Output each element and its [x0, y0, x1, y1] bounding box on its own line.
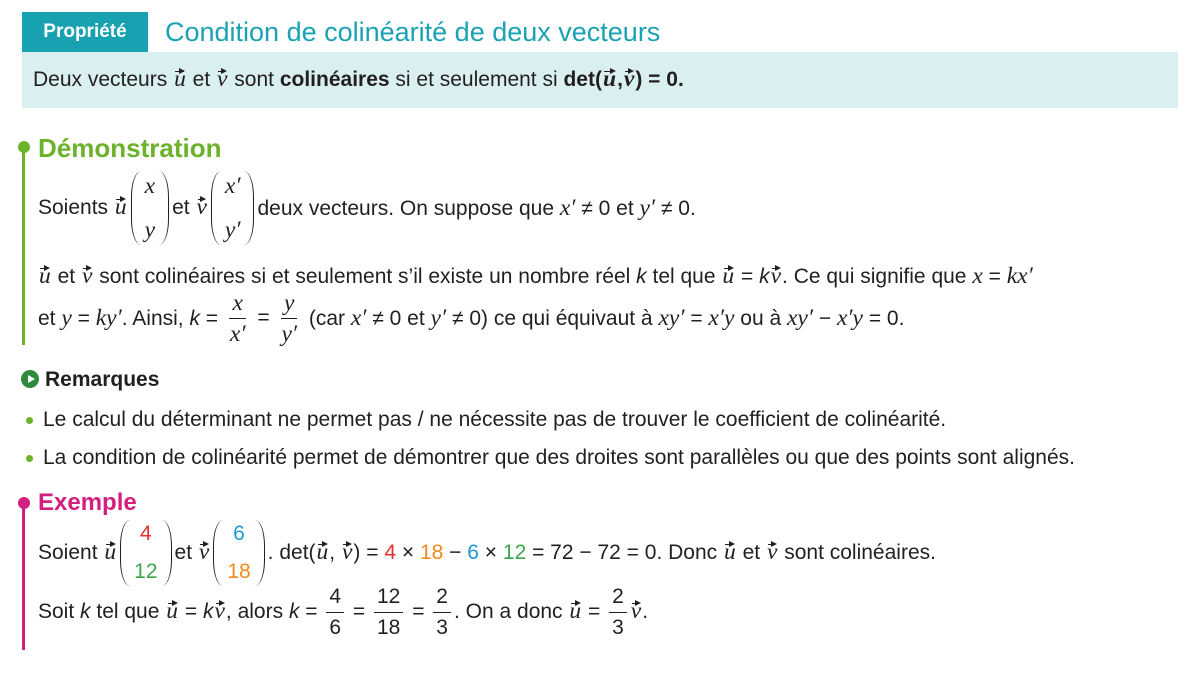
text-segment: = [199, 306, 224, 330]
demonstration-dot [18, 141, 30, 153]
number: 4 [384, 541, 397, 564]
vector-v: v [214, 598, 225, 624]
fraction-numerator: 4 [326, 584, 344, 613]
fraction [326, 584, 344, 641]
text-segment: , alors [225, 600, 289, 623]
remark-item [43, 418, 1075, 498]
coordinate-column [141, 173, 159, 243]
text-run [268, 538, 936, 568]
fraction [374, 584, 403, 641]
math-variable: x′y [708, 304, 735, 331]
text-run [303, 303, 904, 334]
text-segment: . [642, 600, 649, 623]
property-statement-box [22, 52, 1178, 108]
example-heading: Exemple [38, 489, 137, 516]
text-segment: . det( [267, 541, 316, 564]
property-statement [33, 65, 684, 95]
text-segment: Soient [38, 541, 104, 564]
play-icon [21, 370, 39, 388]
vector-u: u [104, 539, 117, 565]
text-segment: = 0. [863, 306, 905, 330]
vector-v: v [766, 539, 778, 565]
text-segment: sont [228, 68, 280, 91]
text-segment: et [51, 264, 81, 288]
text-segment: ≠ 0) ce qui équivaut à [446, 306, 659, 330]
fraction [609, 584, 627, 641]
math-variable: ky′ [95, 304, 122, 331]
vector-u: u [602, 66, 617, 92]
demonstration-line-3 [38, 278, 904, 358]
text-segment: = [684, 306, 709, 330]
scalar-k: k [759, 264, 770, 288]
coordinate-x: x [144, 173, 156, 199]
vector-u: u [166, 598, 179, 624]
scalar-k: k [636, 264, 647, 288]
text-segment: Soit [38, 600, 81, 623]
text-segment: deux vecteurs. On suppose que [257, 196, 560, 220]
determinant-label: det( [563, 68, 602, 91]
text-segment: et [174, 541, 198, 564]
text-segment: et [736, 541, 766, 564]
math-variable: y′ [639, 194, 656, 221]
right-parenthesis [244, 171, 254, 245]
remark-text: La condition de colinéarité permet de démontrer que des droites sont parallèles ou que des points sont alignés. [43, 446, 1075, 469]
example-line-2 [38, 572, 648, 652]
text-run [38, 538, 117, 568]
text-segment: = [299, 600, 324, 623]
text-segment: Soients [38, 196, 114, 219]
math-variable: kx′ [1006, 262, 1033, 289]
fraction-denominator: 3 [612, 615, 624, 639]
text-segment: = [251, 306, 276, 329]
number: 12 [502, 541, 527, 564]
text-segment: , [617, 68, 623, 91]
text-segment: − [813, 306, 837, 330]
text-segment: ≠ 0. [655, 196, 696, 220]
text-segment: × [396, 541, 420, 564]
coordinate-y: 18 [227, 560, 251, 583]
fraction-numerator: 2 [433, 584, 451, 613]
text-segment: ≠ 0 et [575, 196, 640, 220]
math-variable: x′ [350, 304, 367, 331]
text-segment: sont colinéaires si et seulement s’il existe un nombre réel [93, 264, 637, 288]
text-segment: = [582, 600, 607, 623]
text-run [252, 303, 276, 333]
fraction-numerator: 2 [609, 584, 627, 613]
vector-u: u [174, 66, 186, 92]
text-segment: tel que [646, 264, 722, 288]
fraction [433, 584, 451, 641]
vector-u: u [723, 539, 736, 565]
math-variable: x′y [836, 304, 863, 331]
right-parenthesis [159, 171, 169, 245]
vector-v: v [630, 598, 642, 624]
text-run [406, 597, 430, 627]
fraction-denominator: x′ [229, 320, 246, 347]
fraction-denominator: y′ [281, 320, 298, 347]
vector-v: v [623, 66, 635, 92]
vector-v: v [341, 539, 353, 565]
text-segment: et [38, 306, 62, 330]
vector-u: u [722, 262, 735, 289]
text-segment: ≠ 0 et [366, 306, 431, 330]
keyword-colineaires: colinéaires [279, 68, 390, 91]
example-bar [22, 503, 25, 650]
remarks-heading: Remarques [45, 368, 160, 391]
text-segment: = [347, 600, 371, 623]
coordinate-column [221, 173, 245, 243]
math-variable: xy′ [658, 304, 685, 331]
vector-u: u [569, 598, 582, 624]
property-badge: Propriété [22, 12, 148, 52]
text-segment: = [735, 264, 760, 288]
vector-v: v [196, 194, 207, 220]
text-segment: sont colinéaires. [778, 541, 936, 564]
left-parenthesis [131, 171, 141, 245]
math-variable: x′ [559, 194, 576, 221]
coordinate-y: 12 [134, 560, 158, 583]
text-segment: . Ainsi, [121, 306, 190, 330]
text-segment: ou à [734, 306, 787, 330]
text-segment: . On a donc [453, 600, 569, 623]
remark-text: Le calcul du déterminant ne permet pas / ne nécessite pas de trouver le coefficient de colinéarité. [43, 408, 947, 431]
scalar-k: k [202, 600, 214, 623]
text-segment: (car [303, 306, 351, 330]
text-segment: = [982, 264, 1007, 288]
coordinate-x: 6 [233, 522, 245, 545]
left-parenthesis [211, 171, 221, 245]
text-run [175, 538, 211, 568]
vector-u: u [316, 539, 329, 565]
fraction-denominator: 3 [436, 615, 448, 639]
fraction-numerator: x [229, 290, 245, 319]
math-variable: x [972, 262, 983, 289]
text-segment: = [406, 600, 431, 623]
text-segment: tel que [90, 600, 166, 623]
fraction-denominator: 6 [329, 615, 342, 639]
vector-v: v [217, 66, 228, 92]
vector-u: u [114, 194, 127, 220]
fraction [227, 290, 249, 347]
text-segment: et [172, 196, 196, 219]
fraction-numerator: y [281, 290, 297, 319]
text-segment: = 72 − 72 = 0. Donc [526, 541, 723, 564]
text-segment: = [179, 600, 203, 623]
math-variable: y′ [430, 304, 447, 331]
bullet-dot [26, 417, 33, 424]
text-run [38, 597, 323, 627]
text-segment: × [478, 541, 503, 564]
text-segment: et [186, 68, 217, 91]
demonstration-bar [22, 147, 25, 345]
fraction-numerator: 12 [374, 584, 403, 613]
text-run [630, 597, 648, 627]
text-run [257, 193, 695, 224]
text-segment: . Ce qui signifie que [782, 264, 973, 288]
number: 18 [419, 541, 444, 564]
text-segment: , [329, 541, 341, 564]
math-variable: xy′ [787, 304, 814, 331]
vector-v: v [81, 262, 93, 289]
vector-v-coordinates [211, 171, 255, 245]
scalar-k: k [288, 600, 300, 623]
vector-u-coordinates [131, 171, 169, 245]
page-title: Condition de colinéarité de deux vecteurs [165, 16, 661, 47]
demonstration-heading: Démonstration [38, 132, 222, 163]
math-variable: y [61, 304, 72, 331]
text-run [347, 597, 371, 627]
text-segment: ) = 0. [635, 68, 684, 91]
text-segment: ) = [353, 541, 385, 564]
bullet-dot [26, 455, 33, 462]
text-run [38, 193, 128, 223]
coordinate-x: x′ [224, 173, 241, 199]
text-segment: Deux vecteurs [33, 68, 174, 91]
vector-v: v [770, 262, 782, 289]
scalar-k: k [189, 306, 200, 330]
vector-v: v [198, 539, 210, 565]
text-segment: si et seulement si [389, 68, 564, 91]
coordinate-y: y [144, 217, 156, 243]
text-run [38, 303, 224, 334]
scalar-k: k [80, 600, 91, 623]
text-run [172, 193, 208, 223]
number: 6 [467, 541, 479, 564]
fraction-denominator: 18 [377, 615, 401, 639]
text-run [454, 597, 606, 627]
text-segment: = [71, 306, 96, 330]
text-segment: − [443, 541, 468, 564]
vector-u: u [39, 262, 51, 289]
coordinate-x: 4 [139, 522, 152, 545]
coordinate-y: y′ [224, 217, 241, 243]
example-dot [18, 497, 30, 509]
fraction [278, 290, 300, 347]
